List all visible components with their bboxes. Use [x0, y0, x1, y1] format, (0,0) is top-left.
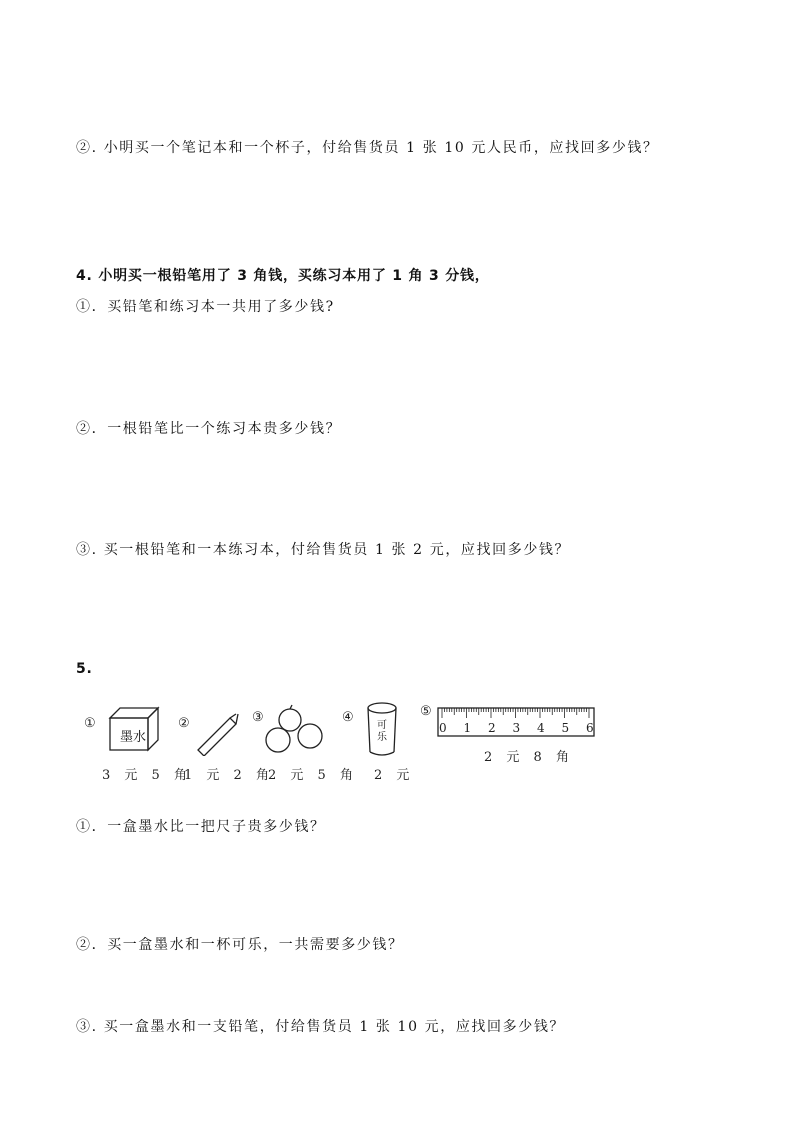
- price-figure: [80, 700, 620, 790]
- ruler-icon: [436, 706, 598, 740]
- ruler-digit: 1: [463, 721, 472, 735]
- ink-box-label: 墨水: [120, 730, 147, 745]
- item-2-price: 1 元 2 角: [184, 768, 274, 783]
- q4-sub1: ①．买铅笔和练习本一共用了多少钱?: [76, 299, 335, 315]
- item-2-number: ②: [178, 716, 190, 731]
- ruler-digit: 2: [488, 721, 496, 735]
- item-3-number: ③: [252, 710, 264, 725]
- ruler-digit: 6: [586, 721, 594, 735]
- ruler-digit: 5: [561, 721, 570, 735]
- item-1-number: ①: [84, 716, 96, 731]
- pencil-icon: [190, 710, 240, 756]
- q4-title: 4. 小明买一根铅笔用了 3 角钱，买练习本用了 1 角 3 分钱，: [76, 268, 490, 284]
- ruler-digit: 0: [439, 721, 447, 735]
- q4-sub3: ③. 买一根铅笔和一本练习本，付给售货员 1 张 2 元，应找回多少钱？: [76, 542, 571, 558]
- item-5-number: ⑤: [420, 704, 432, 719]
- item-5-price: 2 元 8 角: [484, 750, 574, 765]
- ruler-digit: 4: [537, 721, 545, 735]
- q4-sub2: ②．一根铅笔比一个练习本贵多少钱？: [76, 421, 342, 437]
- q5-title: 5.: [76, 661, 93, 677]
- item-4-price: 2 元: [374, 768, 415, 783]
- q5-sub1: ①．一盒墨水比一把尺子贵多少钱？: [76, 819, 326, 835]
- apples-icon: [264, 704, 330, 756]
- item-1-price: 3 元 5 角: [102, 768, 192, 783]
- item-3-price: 2 元 5 角: [268, 768, 358, 783]
- q5-sub3: ③. 买一盒墨水和一支铅笔，付给售货员 1 张 10 元，应找回多少钱？: [76, 1019, 566, 1035]
- q5-sub2: ②．买一盒墨水和一杯可乐，一共需要多少钱？: [76, 937, 404, 953]
- ruler-digit: 3: [512, 721, 521, 735]
- q3-sub2: ②. 小明买一个笔记本和一个杯子，付给售货员 1 张 10 元人民币，应找回多少钱？: [76, 140, 659, 156]
- cola-label: 可乐: [377, 720, 387, 743]
- item-4-number: ④: [342, 710, 354, 725]
